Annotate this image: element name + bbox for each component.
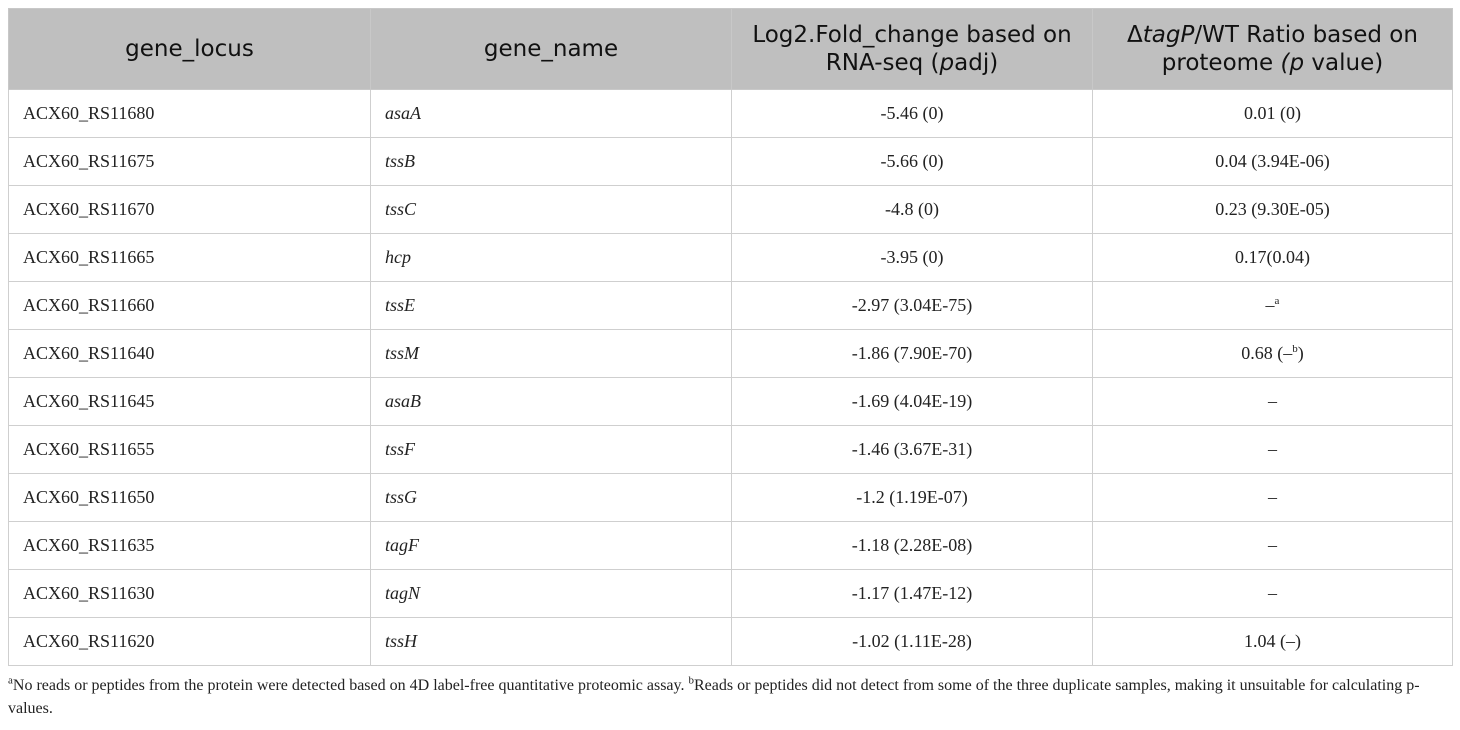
table-row (9, 234, 1453, 282)
cell-ratio-value: – (1265, 295, 1275, 315)
table-container (8, 8, 1452, 720)
cell-gene-locus: ACX60_RS11660 (9, 282, 371, 330)
cell-gene-locus: ACX60_RS11640 (9, 330, 371, 378)
cell-gene-name: asaB (371, 378, 732, 426)
cell-log2fc: -5.46 (0) (732, 90, 1093, 138)
header-ratio-gene: tagP (1142, 22, 1195, 48)
table-row (9, 282, 1453, 330)
cell-ratio-value: 0.68 (– (1241, 343, 1293, 363)
cell-gene-locus: ACX60_RS11635 (9, 522, 371, 570)
cell-ratio: – (1093, 570, 1453, 618)
cell-ratio: – (1093, 426, 1453, 474)
footnote-b-text: Reads or peptides did not detect from some of the three duplicate samples, making it unsuitable for calculating p-values. (8, 677, 1420, 717)
table-row (9, 618, 1453, 666)
footnote-b-marker: b (688, 674, 694, 687)
cell-ratio: – (1093, 522, 1453, 570)
cell-log2fc: -1.69 (4.04E-19) (732, 378, 1093, 426)
cell-ratio (1093, 282, 1453, 330)
cell-gene-locus: ACX60_RS11665 (9, 234, 371, 282)
cell-log2fc: -1.2 (1.19E-07) (732, 474, 1093, 522)
cell-gene-locus: ACX60_RS11680 (9, 90, 371, 138)
cell-ratio: 1.04 (–) (1093, 618, 1453, 666)
gene-expression-table (8, 8, 1453, 666)
cell-log2fc: -1.17 (1.47E-12) (732, 570, 1093, 618)
cell-gene-name: tssF (371, 426, 732, 474)
header-gene-locus: gene_locus (9, 9, 371, 90)
table-row (9, 90, 1453, 138)
header-log2-p: p (939, 50, 955, 76)
cell-gene-locus: ACX60_RS11620 (9, 618, 371, 666)
table-row (9, 138, 1453, 186)
cell-log2fc: -4.8 (0) (732, 186, 1093, 234)
cell-log2fc: -1.46 (3.67E-31) (732, 426, 1093, 474)
header-row (9, 9, 1453, 90)
footnote-a-marker: a (8, 674, 13, 687)
cell-log2fc: -5.66 (0) (732, 138, 1093, 186)
cell-gene-name: tssM (371, 330, 732, 378)
header-ratio-p: (p (1280, 50, 1305, 76)
header-gene-name: gene_name (371, 9, 732, 90)
cell-ratio: 0.23 (9.30E-05) (1093, 186, 1453, 234)
cell-gene-name: tssH (371, 618, 732, 666)
cell-gene-name: tagN (371, 570, 732, 618)
table-row (9, 474, 1453, 522)
table-footnote (8, 674, 1452, 720)
cell-gene-name: tagF (371, 522, 732, 570)
cell-log2fc: -2.97 (3.04E-75) (732, 282, 1093, 330)
header-log2-suffix: adj) (954, 50, 999, 76)
header-log2-fold-change (732, 9, 1093, 90)
cell-gene-locus: ACX60_RS11650 (9, 474, 371, 522)
cell-log2fc: -3.95 (0) (732, 234, 1093, 282)
cell-ratio-close: ) (1297, 343, 1304, 363)
cell-gene-locus: ACX60_RS11670 (9, 186, 371, 234)
table-row (9, 522, 1453, 570)
cell-ratio: – (1093, 474, 1453, 522)
table-row (9, 378, 1453, 426)
cell-gene-locus: ACX60_RS11675 (9, 138, 371, 186)
header-log2-prefix: Log2.Fold_change based on RNA-seq ( (752, 22, 1072, 76)
cell-log2fc: -1.86 (7.90E-70) (732, 330, 1093, 378)
cell-gene-name: asaA (371, 90, 732, 138)
cell-log2fc: -1.18 (2.28E-08) (732, 522, 1093, 570)
footnote-a-text: No reads or peptides from the protein were detected based on 4D label-free quantitative proteomic assay. (12, 677, 689, 694)
header-ratio-delta: Δ (1127, 22, 1143, 48)
footnote-marker-a: a (1274, 295, 1280, 307)
cell-ratio: – (1093, 378, 1453, 426)
table-row (9, 426, 1453, 474)
cell-gene-name: tssG (371, 474, 732, 522)
cell-ratio (1093, 330, 1453, 378)
cell-gene-locus: ACX60_RS11630 (9, 570, 371, 618)
cell-gene-name: tssC (371, 186, 732, 234)
footnote-marker-b: b (1292, 343, 1298, 355)
cell-gene-locus: ACX60_RS11655 (9, 426, 371, 474)
table-row (9, 186, 1453, 234)
cell-gene-name: tssE (371, 282, 732, 330)
table-row (9, 570, 1453, 618)
cell-gene-name: hcp (371, 234, 732, 282)
cell-gene-locus: ACX60_RS11645 (9, 378, 371, 426)
cell-log2fc: -1.02 (1.11E-28) (732, 618, 1093, 666)
cell-ratio: 0.17(0.04) (1093, 234, 1453, 282)
cell-ratio: 0.04 (3.94E-06) (1093, 138, 1453, 186)
cell-gene-name: tssB (371, 138, 732, 186)
header-ratio (1093, 9, 1453, 90)
header-ratio-suffix: value) (1304, 50, 1384, 76)
header-ratio-middle: /WT Ratio based on proteome (1161, 22, 1418, 76)
table-row (9, 330, 1453, 378)
cell-ratio: 0.01 (0) (1093, 90, 1453, 138)
